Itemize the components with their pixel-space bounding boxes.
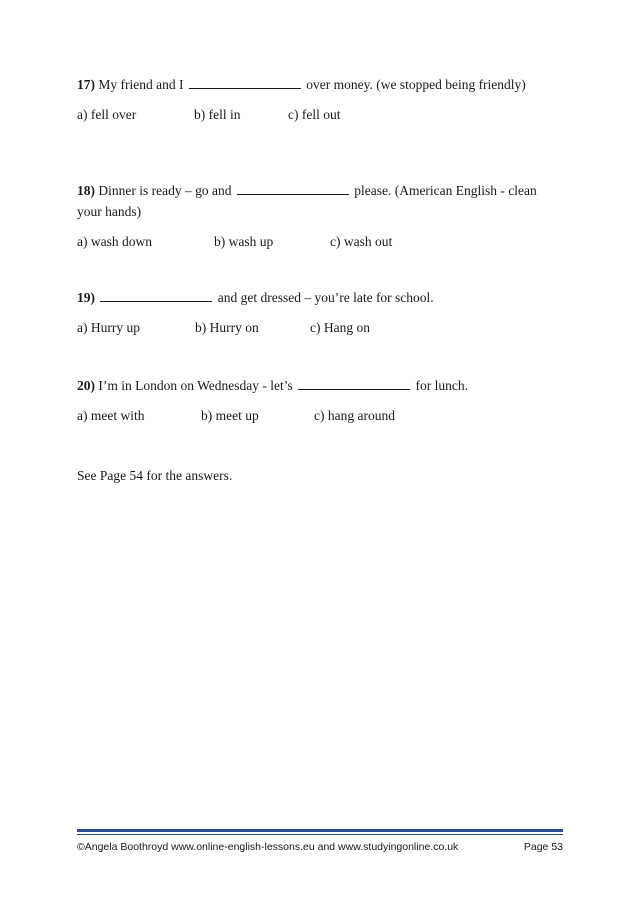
footer-rule-thin <box>77 834 563 835</box>
question-text-before: I’m in London on Wednesday - let’s <box>98 378 293 393</box>
option-b: b) wash up <box>214 234 274 249</box>
answer-options <box>77 405 557 426</box>
question-stem <box>77 375 557 396</box>
option-c: c) Hang on <box>310 320 370 335</box>
question-text-after: over money. (we stopped being friendly) <box>306 77 526 92</box>
question-text-after: please. (American English - clean your hands) <box>77 183 537 219</box>
option-a: a) meet with <box>77 408 145 423</box>
option-c: c) fell out <box>288 107 341 122</box>
answer-options <box>77 104 557 125</box>
footer-copyright: ©Angela Boothroyd www.online-english-lessons.eu and www.studyingonline.co.uk <box>77 841 459 853</box>
question-17 <box>77 74 557 125</box>
question-number: 19) <box>77 290 95 305</box>
answer-blank <box>100 289 212 302</box>
option-b: b) Hurry on <box>195 320 259 335</box>
question-text-before: Dinner is ready – go and <box>98 183 232 198</box>
option-a: a) fell over <box>77 107 137 122</box>
question-stem <box>77 287 557 308</box>
question-text-after: for lunch. <box>415 378 468 393</box>
option-c: c) hang around <box>314 408 395 423</box>
answer-blank <box>189 76 301 89</box>
question-19 <box>77 287 557 338</box>
option-a: a) Hurry up <box>77 320 140 335</box>
question-stem <box>77 180 557 222</box>
option-b: b) meet up <box>201 408 259 423</box>
question-20 <box>77 375 557 426</box>
question-text-before: My friend and I <box>98 77 184 92</box>
question-stem <box>77 74 557 95</box>
answer-blank <box>237 182 349 195</box>
question-text-after: and get dressed – you’re late for school. <box>217 290 434 305</box>
question-number: 17) <box>77 77 95 92</box>
footer-rule <box>77 829 563 832</box>
page-number: Page 53 <box>523 841 563 853</box>
question-number: 18) <box>77 183 95 198</box>
answer-blank <box>298 377 410 390</box>
answer-options <box>77 231 557 252</box>
option-b: b) fell in <box>194 107 241 122</box>
answers-note: See Page 54 for the answers. <box>77 468 233 483</box>
answer-options <box>77 317 557 338</box>
question-18 <box>77 180 557 252</box>
option-a: a) wash down <box>77 234 152 249</box>
option-c: c) wash out <box>330 234 393 249</box>
question-number: 20) <box>77 378 95 393</box>
